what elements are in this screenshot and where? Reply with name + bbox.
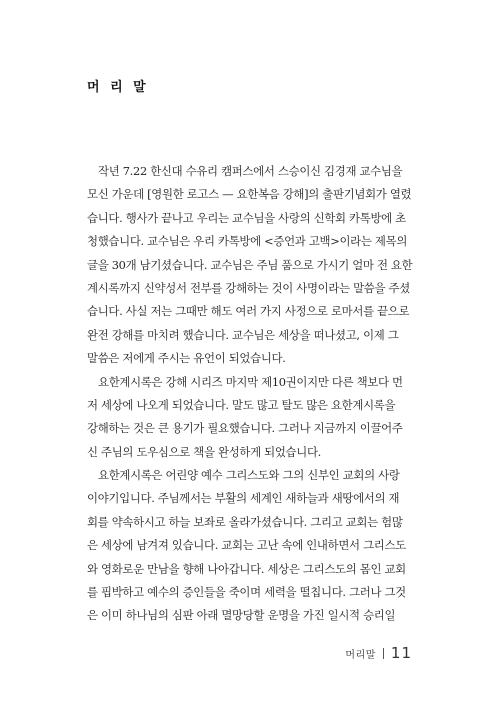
text-line: 회를 약속하시고 하늘 보좌로 올라가셨습니다. 그리고 교회는 험많 bbox=[87, 514, 403, 529]
text-line: 이야기입니다. 주님께서는 부활의 세계인 새하늘과 새땅에서의 재 bbox=[87, 491, 400, 506]
page-footer bbox=[345, 644, 412, 662]
running-footer-label: 머리말 bbox=[345, 649, 376, 661]
text-line: 강해하는 것은 큰 용기가 필요했습니다. 그러나 지금까지 이끌어주 bbox=[87, 421, 403, 436]
page-heading: 머 리 말 bbox=[87, 80, 149, 95]
page-number: 11 bbox=[390, 644, 412, 662]
text-line: 완전 강해를 마치려 했습니다. 교수님은 세상을 떠나셨고, 이제 그 bbox=[87, 327, 399, 342]
text-line: 요한계시록은 강해 시리즈 마지막 제10권이지만 다른 책보다 먼 bbox=[98, 374, 403, 389]
text-line: 요한계시록은 어린양 예수 그리스도와 그의 신부인 교회의 사랑 bbox=[98, 468, 400, 483]
text-line: 청했습니다. 교수님은 우리 카톡방에 <증언과 고백>이라는 제목의 bbox=[87, 234, 408, 249]
text-line: 습니다. 사실 저는 그때만 해도 여러 가지 사정으로 로마서를 끝으로 bbox=[87, 304, 410, 319]
paragraph-3 bbox=[87, 464, 413, 628]
paragraph-1 bbox=[87, 160, 413, 371]
text-line: 작년 7.22 한신대 수유리 캠퍼스에서 스승이신 김경재 교수님을 bbox=[98, 164, 403, 178]
text-line: 말씀은 저에게 주시는 유언이 되었습니다. bbox=[87, 351, 286, 366]
text-line: 와 영화로운 만남을 향해 나아갑니다. 세상은 그리스도의 몸인 교회 bbox=[87, 561, 406, 576]
text-line: 계시록까지 신약성서 전부를 강해하는 것이 사명이라는 말씀을 주셨 bbox=[87, 280, 410, 295]
footer-divider bbox=[383, 648, 384, 659]
text-line: 신 주님의 도우심으로 책을 완성하게 되었습니다. bbox=[87, 444, 321, 459]
text-line: 모신 가운데 [영원한 로고스 — 요한복음 강해]의 출판기념회가 열렸 bbox=[87, 187, 412, 202]
paragraph-2 bbox=[87, 371, 413, 465]
text-line: 를 핍박하고 예수의 증인들을 죽이며 세력을 떨칩니다. 그러나 그것 bbox=[87, 585, 406, 600]
text-line: 저 세상에 나오게 되었습니다. 말도 많고 탈도 많은 요한계시록을 bbox=[87, 397, 396, 412]
text-line: 글을 30개 남기셨습니다. 교수님은 주님 품으로 가시기 얼마 전 요한 bbox=[87, 257, 413, 272]
text-line: 은 세상에 남겨져 있습니다. 교회는 고난 속에 인내하면서 그리스도 bbox=[87, 538, 406, 553]
text-line: 습니다. 행사가 끝나고 우리는 교수님을 사랑의 신학회 카톡방에 초 bbox=[87, 210, 406, 225]
text-line: 은 이미 하나님의 심판 아래 멸망당할 운명을 가진 일시적 승리일 bbox=[87, 608, 396, 623]
body-text bbox=[87, 160, 413, 628]
